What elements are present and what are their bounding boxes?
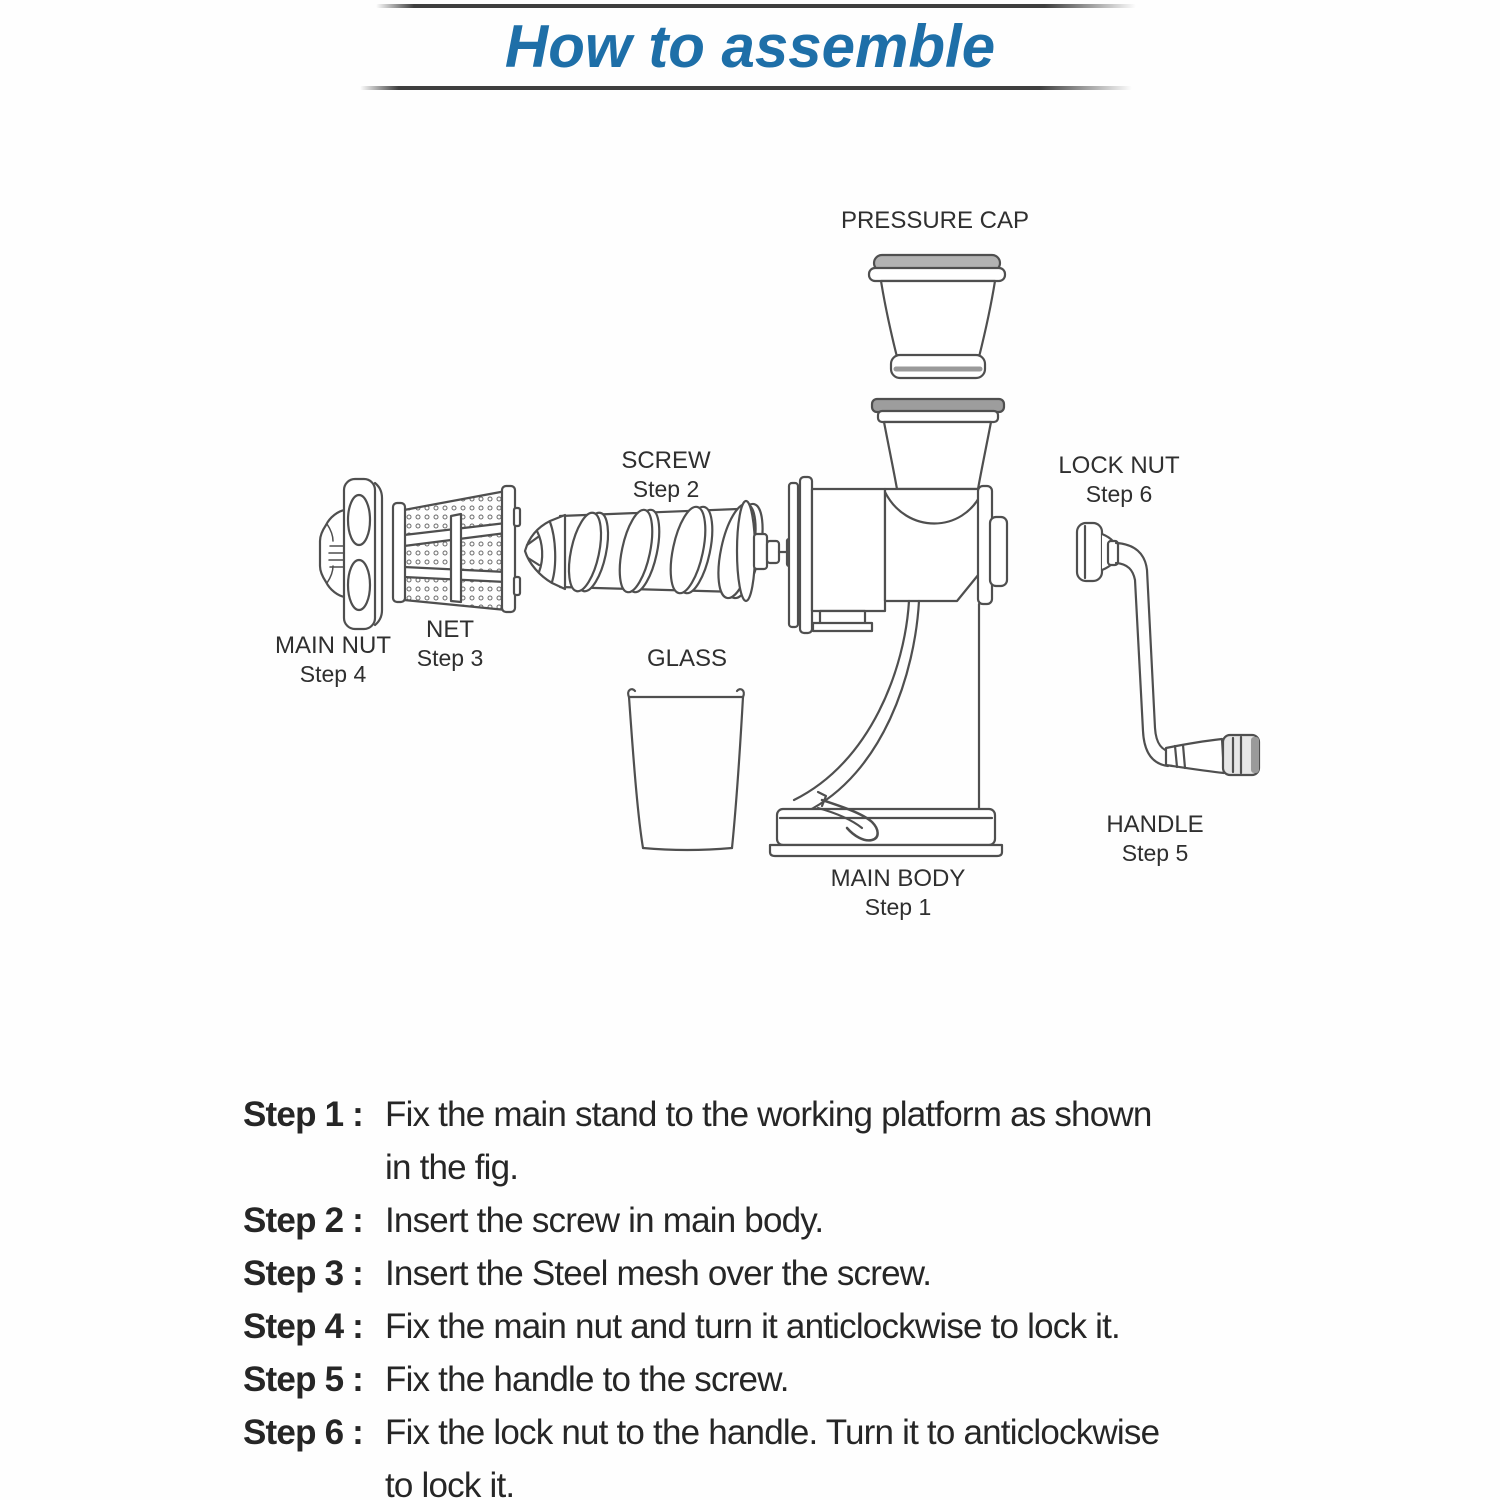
part-step: Step 5 [1121,840,1189,866]
step-text [385,1353,1363,1406]
step-text [385,1300,1363,1353]
part-name: MAIN NUT [275,632,391,659]
label-main-body [831,864,966,922]
label-glass [647,644,727,673]
step-text [385,1406,1363,1500]
part-step: Step 2 [632,476,700,502]
part-step: Step 4 [299,661,367,687]
step-row-2 [243,1194,1363,1247]
step-text [385,1194,1363,1247]
step-row-1 [243,1088,1363,1194]
label-pressure-cap [841,206,1029,235]
step-text-line1: Insert the screw in main body. [385,1201,824,1240]
handle-drawing [1077,523,1259,775]
step-label: Step 3 : [243,1254,364,1293]
step-label: Step 1 : [243,1095,364,1134]
step-row-3 [243,1247,1363,1300]
label-lock-nut [1058,451,1179,509]
step-text-line1: Insert the Steel mesh over the screw. [385,1254,932,1293]
part-name: SCREW [621,447,711,474]
step-text-line2: to lock it. [385,1466,515,1500]
part-step: Step 3 [416,645,484,671]
page-title: How to assemble [504,13,996,80]
label-handle [1106,810,1203,868]
main-body-drawing [770,399,1007,856]
part-name: PRESSURE CAP [840,207,1030,234]
step-text [385,1088,1363,1194]
step-row-4 [243,1300,1363,1353]
step-label: Step 5 : [243,1360,364,1399]
step-text [385,1247,1363,1300]
step-row-5 [243,1353,1363,1406]
step-text-line1: Fix the handle to the screw. [385,1360,789,1399]
part-step: Step 1 [864,894,932,920]
part-name: MAIN BODY [830,865,966,892]
assembly-steps [243,1088,1363,1500]
step-label: Step 4 : [243,1307,364,1346]
net-drawing [393,486,520,612]
step-text-line1: Fix the lock nut to the handle. Turn it to anticlockwise [385,1413,1160,1452]
step-text-line1: Fix the main nut and turn it anticlockwise to lock it. [385,1307,1120,1346]
part-name: NET [426,616,474,643]
part-step: Step 6 [1085,481,1153,507]
step-label: Step 2 : [243,1201,364,1240]
label-main-nut [275,631,391,689]
step-label: Step 6 : [243,1413,364,1452]
glass-drawing [628,689,744,850]
pressure-cap-drawing [869,255,1005,378]
part-name: HANDLE [1106,811,1204,838]
screw-drawing [525,501,795,602]
main-nut-drawing [320,479,382,629]
step-text-line2: in the fig. [385,1148,519,1187]
label-net [417,615,484,673]
label-screw [621,446,710,504]
step-text-line1: Fix the main stand to the working platform as shown [385,1095,1152,1134]
part-name: GLASS [646,645,728,672]
step-row-6 [243,1406,1363,1500]
part-name: LOCK NUT [1058,452,1180,479]
